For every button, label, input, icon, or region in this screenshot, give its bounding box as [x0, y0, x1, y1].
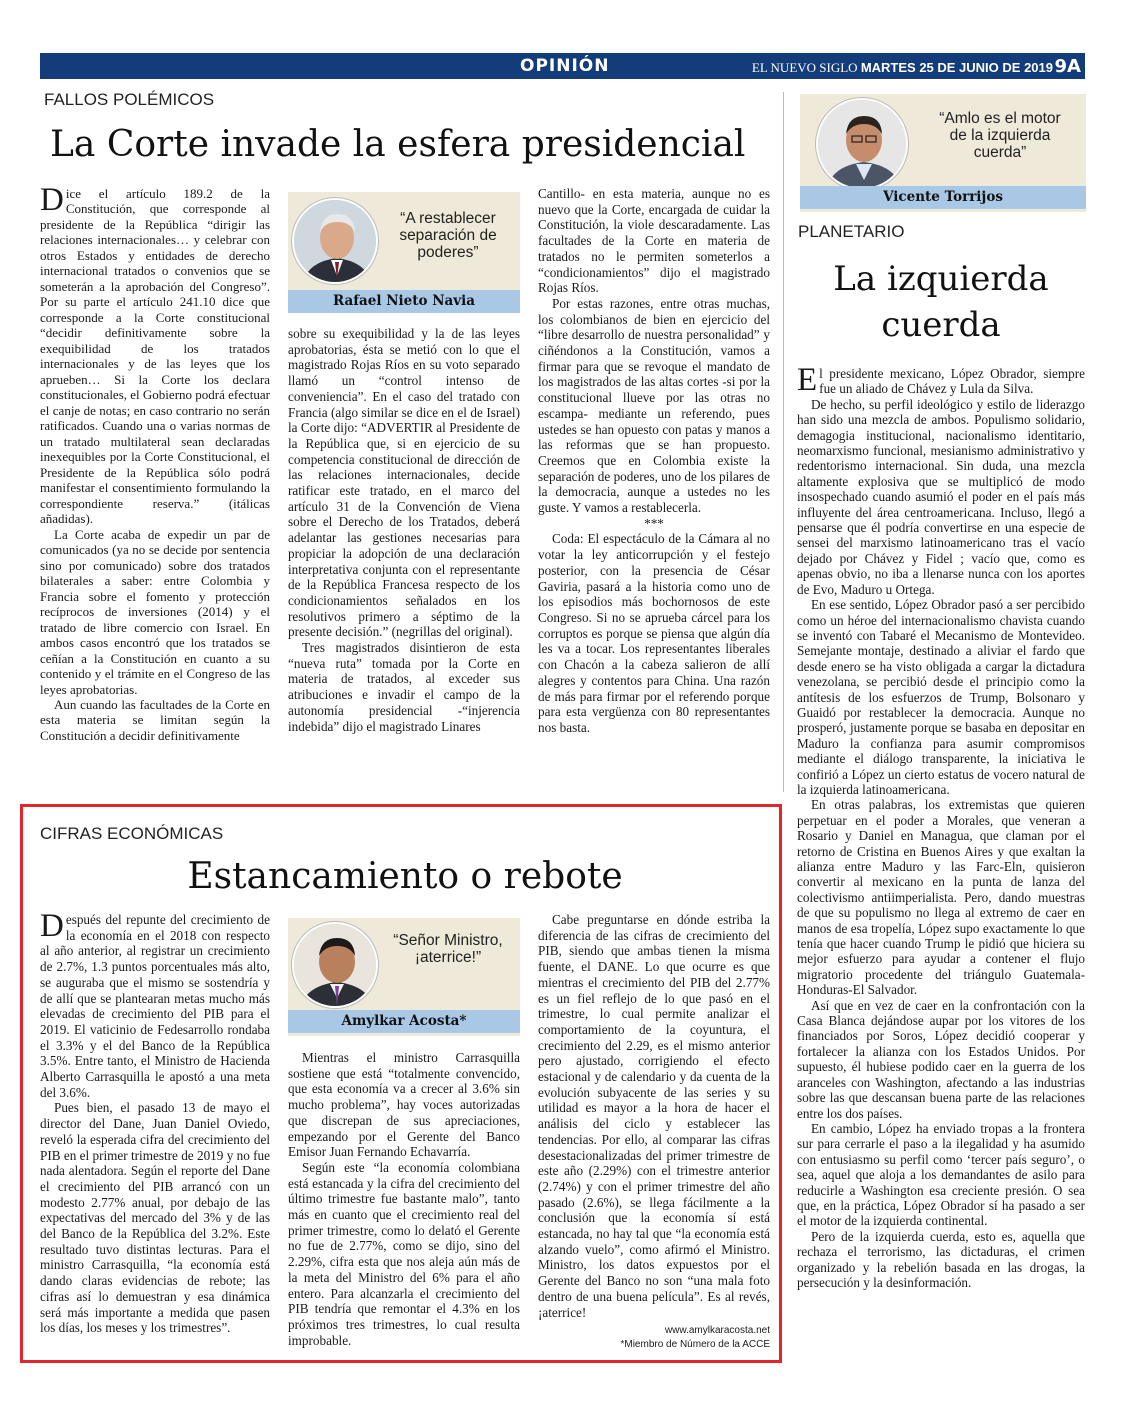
column-divider [783, 92, 784, 792]
article2-kicker: PLANETARIO [798, 222, 905, 241]
paragraph: Coda: El espectáculo de la Cámara al no votar la ley anticorrupción y el festejo posterior, con la presencia de César Gaviria, pasará a la historia como uno de los episodios más bochornosos de este Congreso. Si no se aprueba cárcel para los corruptos es porque se piensa que algún día les va a tocar. Los representantes liberales con Chacón a la cabeza salieron de allí alegres y contentos para China. Una razón de más para firmar por el referendo porque para esta vergüenza con 80 representantes nos basta. [538, 531, 770, 735]
author-name-rafael-nieto: Rafael Nieto Navia [288, 290, 520, 313]
article3-kicker: CIFRAS ECONÓMICAS [40, 824, 224, 843]
newspaper-name: EL NUEVO SIGLO [751, 60, 858, 75]
article2-pull-quote: “Amlo es el motor de la izquierda cuerda” [939, 110, 1061, 161]
article1-column-3 [538, 186, 770, 746]
article3-column-2 [288, 1050, 520, 1350]
paragraph: De hecho, su perfil ideológico y estilo de liderazgo han sido una mezcla de ambos. Populismo solidario, demagogia institucional, nacionalismo identitario, neomarxismo funcional, mesianismo administrativo y redentorismo internacional. Sin duda, una mezcla altamente explosiva que se multiplicó de modo insospechado cuando asumió el poder en el país más influyente del área centroamericana. Incluso, llegó a pensarse que él podría convertirse en una especie de sensei del marxismo latinoamericano tras el vacío dejado por Chávez y Fidel ; vacío que, como es apenas obvio, no iba a llenarse nunca con los aportes de Evo, Maduro u Ortega. [797, 396, 1085, 597]
article3-column-1 [40, 912, 270, 1352]
paragraph: Dice el artículo 189.2 de la Constitución, que corresponde al presidente de la República “dirigir las relaciones internacionales… y celebrar con otros Estados y entidades de derecho internacional tratados o convenios que se someterán a la aprobación del Congreso”. Por su parte el artículo 241.10 dice que corresponde a la Corte constitucional “decidir definitivamente sobre la exequibilidad de los tratados internacionales y de las leyes que los aprueben… Si la Corte los declara constitucionales, el Gobierno podrá efectuar el canje de notas; en caso contrario no serán ratificados. Cuando una o varias normas de un tratado multilateral sean declaradas inexequibles por la Corte Constitucional, el Presidente de la República sólo podrá manifestar el consentimiento formulando la correspondiente reserva.” (itálicas añadidas). [40, 186, 270, 527]
article1-column-1 [40, 186, 270, 746]
paragraph: El presidente mexicano, López Obrador, siempre fue un aliado de Chávez y Lula da Silva. [797, 366, 1085, 398]
article1-pull-quote: “A restablecer separación de poderes” [399, 210, 497, 261]
author-website: www.amylkaracosta.net [664, 1325, 770, 1337]
paragraph: La Corte acaba de expedir un par de comunicados (ya no se decide por sentencia sino por comunicado) sobre dos tratados bilaterales a saber: entre Colombia y Francia sobre el fomento y protección recíprocos de inversiones (2014) y el tratado de libre comercio con Israel. En ambos casos encontró que los tratados se ceñían a la Constitución en cuanto a su contenido y el trámite en el Congreso de las leyes aprobatorias. [40, 526, 270, 697]
paragraph: Aun cuando las facultades de la Corte en esta materia se limitan según la Constitución a decidir definitivamente [40, 696, 270, 743]
section-title: OPINIÓN [520, 56, 610, 76]
article3-column-3 [538, 912, 770, 1352]
masthead [752, 60, 1053, 76]
author-name-amylkar-acosta: Amylkar Acosta* [288, 1010, 520, 1033]
paragraph: Cabe preguntarse en dónde estriba la diferencia de las cifras de crecimiento del PIB, siendo que ambas tienen la misma fuente, el DANE. Lo que ocurre es que mientras el crecimiento del PIB del 2.77% es un fiel reflejo de lo que pasó en el trimestre, lo cual permite analizar el comportamiento de la coyuntura, el crecimiento del 2.29, es el mismo anterior pero ajustado, corrigiendo el efecto estacional y de calendario y da cuenta de la evolución subyacente de las series y su utilidad es mayor a la hora de hacer el análisis del ciclo y establecer las tendencias. Por ello, al comparar las cifras desestacionalizadas del primer trimestre de este año (2.29%) con el trimestre anterior (2.74%) y con el primer trimestre del año pasado (2.6%), se llega fácilmente a la conclusión que la economía sí está estancada, no hay tal que “la economía está alzando vuelo”, como afirmó el Ministro. Ministro, los datos expuestos por el Gerente del Banco no son “una mala foto dentro de una buena película”. Es al revés, ¡aterrice! [538, 912, 770, 1320]
paragraph: Mientras el ministro Carrasquilla sostiene que está “totalmente convencido, que esta economía va a crecer al 3.6% sin mucho problema”, hay voces autorizadas que discrepan de sus apreciaciones, empezando por el Gerente del Banco Emisor Juan Fernando Echavarría. [288, 1050, 520, 1160]
paragraph: Por estas razones, entre otras muchas, los colombianos de bien en ejercicio del “libre desarrollo de nuestra personalidad” y ciñéndonos a la Constitución, vamos a firmar para que se revoque el mandato de los magistrados de las altas cortes -si por la constitucional llueve por las otras no escampa- mediante un referendo, pues ustedes se han opuesto con patas y manos a las reformas que se han propuesto. Creemos que en Colombia existe la separación de poderes, uno de los pilares de la democracia, aunque a ustedes no les guste. Y vamos a restablecerla. [538, 295, 770, 516]
paragraph: En cambio, López ha enviado tropas a la frontera sur para cerrarle el paso a la ilegalidad y ha asumido con entusiasmo su perfil como ‘tercer país seguro’, o sea, aquel que aloja a los demandantes de asilo para reducirle a Washington esa creciente presión. O sea que, en la práctica, López Obrador sí ha pasado a ser el motor de la izquierda continental. [797, 1120, 1085, 1229]
page-number: 9A [1054, 56, 1081, 77]
paragraph: Así que en vez de caer en la confrontación con la Casa Blanca dejándose aupar por los vitores de los financiados por Soros, López decidió cooperar y fortalecer la alianza con los Estados Unidos. Por supuesto, él hubiese podido caer en la guerra de los aranceles con Washington, afectando a las industrias sobre las que descansan buena parte de las relaciones entre los dos países. [797, 997, 1085, 1121]
paragraph: En ese sentido, López Obrador pasó a ser percibido como un héroe del internacionalismo chavista cuando se inventó con Tabaré el Mecanismo de Montevideo. Semejante montaje, destinado a aliviar el fardo que desde enero se ha visto obligada a cargar la dictadura venezolana, se percibió desde el principio como la antítesis de los esfuerzos de Trump, Bolsonaro y Guaidó por restablecer la democracia. Aunque no prosperó, justamente porque se basaba en depositar en Maduro la confianza para asumir compromisos mediante el diálogo transparente, la iniciativa le confirió a López un cierto estatus de vocero natural de la izquierda latinoamericana. [797, 597, 1085, 797]
paragraph: Cantillo- en esta materia, aunque no es nuevo que la Corte, encargada de cuidar la Constitución, la viole descaradamente. Las facultades de la Corte en materia de tratados no le permiten someterlos a “condicionamientos” dijo el magistrado Rojas Ríos. [538, 186, 770, 296]
article1-headline: La Corte invade la esfera presidencial [50, 124, 746, 165]
article3-pull-quote: “Señor Ministro, ¡aterrice!” [393, 932, 503, 966]
paragraph: Pues bien, el pasado 13 de mayo el director del Dane, Juan Daniel Oviedo, reveló la esperada cifra del crecimiento del PIB en el primer trimestre de 2019 y no fue nada alentadora. Según el reporte del Dane el crecimiento del PIB arrancó con un modesto 2.77% anual, por debajo de las expectativas del mercado del 3% y de las del Banco de la República del 3.2%. Este resultado tuvo distintas lecturas. Para el ministro Carrasquilla, “la economía está dando claras evidencias de rebote; las cifras así lo demuestran y esa dinámica será más importante a medida que pasen los días, los meses y los trimestres”. [40, 1100, 270, 1336]
paragraph: Según este “la economía colombiana está estancada y la cifra del crecimiento del último trimestre fue bastante malo”, tanto más en cuanto que el crecimiento real del primer trimestre, como lo delató el Gerente no fue de 2.77%, como se dijo, sino del 2.29%, cifra esta que nos aleja aún más de la meta del Ministro del 6% para el año entero. Para alcanzarla el crecimiento del PIB tendría que remontar el 4.3% en los próximos tres trimestres, lo cual resulta improbable. [288, 1159, 520, 1348]
paragraph: sobre su exequibilidad y la de las leyes aprobatorias, ésta se metió con lo que el magistrado Rojas Ríos en su voto separado llamó un “control intenso de conveniencia”. En el caso del tratado con Francia (algo similar se dice en el de Israel) la Corte dijo: “ADVERTIR al Presidente de la República que, si en ejercicio de su competencia constitucional de dirección de las relaciones internacionales, decide ratificar este tratado, en el marco del artículo 31 de la Convención de Viena sobre el Derecho de los Tratados, deberá adelantar las gestiones necesarias para propiciar la adopción de una declaración interpretativa conjunta con el representante de la República Francesa respecto de los condicionamientos señalados en los resolutivos primero a séptimo de la presente decisión.” (negrillas del original). [288, 326, 520, 640]
author-photo-rafael-nieto [292, 198, 378, 284]
author-footnote: *Miembro de Número de la ACCE [620, 1339, 770, 1351]
paragraph: Tres magistrados disintieron de esta “nueva ruta” tomada por la Corte en materia de tratados, al exceder sus atribuciones e invadir el campo de la autonomía presidencial -“injerencia indebida” dijo el magistrado Linares [288, 640, 520, 734]
article1-kicker: FALLOS POLÉMICOS [44, 90, 215, 109]
article2-body [797, 366, 1085, 1356]
separator: *** [644, 515, 664, 531]
author-photo-vicente-torrijos [816, 98, 908, 190]
paragraph: Después del repunte del crecimiento de la economía en el 2018 con respecto al año anterior, al registrar un crecimiento de 2.7%, 1.3 puntos porcentuales más alto, se auguraba que el mismo se sostendría y de allí que se plantearan metas mucho más elevadas de crecimiento del PIB para el 2019. El vaticinio de Fedesarrollo rondaba el 3.3% y el del Banco de la República 3.5%. Entre tanto, el Ministro de Hacienda Alberto Carrasquilla le apostó a una meta del 3.6%. [40, 912, 270, 1100]
author-name-vicente-torrijos: Vicente Torrijos [800, 186, 1086, 209]
article3-headline: Estancamiento o rebote [187, 856, 623, 897]
paragraph: Pero de la izquierda cuerda, esto es, aquella que rechaza el terrorismo, las dictaduras, el crimen organizado y la rebelión basada en las drogas, la persecución y la desinformación. [797, 1228, 1085, 1290]
article2-headline: La izquierda cuerda [833, 259, 1049, 345]
paragraph: En otras palabras, los extremistas que quieren perpetuar en el poder a Morales, que veneran a Rosario y Daniel en Managua, que claman por el retorno de Cristina en Buenos Aires y que exaltan la alianza entre Maduro y las Farc-Eln, quisieron convertir al mexicano en la punta de lanza del colectivismo antiimperialista. Pero, dando muestras de que su populismo no llega al extremo de caer en manos de esa tropelía, López supo exactamente lo que tenía que hacer cuando Trump le pidió que hiciera su mejor esfuerzo para ayudar a contener el flujo migratorio procedente del triángulo Guatemala-Honduras-El Salvador. [797, 797, 1085, 998]
article1-column-2 [288, 326, 520, 746]
author-photo-amylkar-acosta [292, 922, 378, 1008]
issue-date: MARTES 25 DE JUNIO DE 2019 [860, 60, 1053, 75]
